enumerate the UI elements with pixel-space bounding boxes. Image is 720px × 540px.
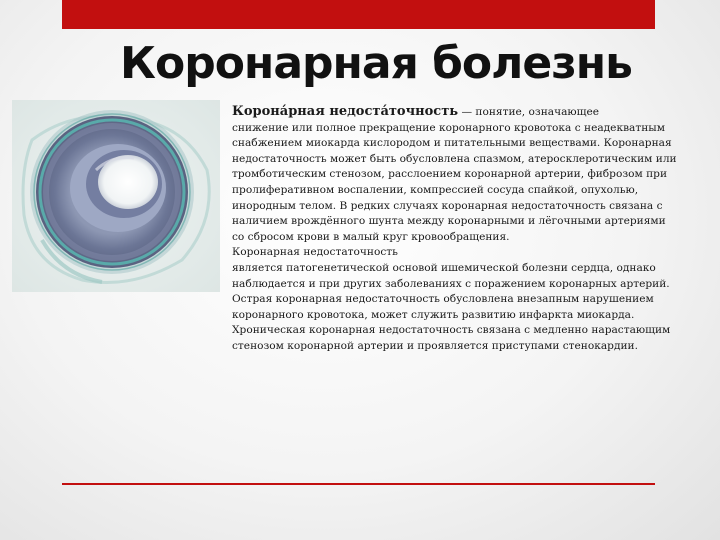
top-accent-bar (62, 0, 655, 29)
slide-title: Коронарная болезнь (120, 38, 632, 89)
section-heading-coronary-insufficiency: Коронарная недостаточность (232, 246, 398, 259)
coronary-artery-micrograph (12, 100, 220, 292)
micrograph-image (12, 100, 220, 292)
pathogenesis-paragraph: является патогенетической основой ишемической болезни сердца, однако наблюдается и при других заболеваниях с поражением коронарных артерий. (232, 261, 670, 290)
chronic-paragraph: Хроническая коронарная недостаточность связана с медленно нарастающим стенозом коронарной артерии и проявляется приступами стенокардии. (232, 324, 671, 352)
acute-paragraph: Острая коронарная недостаточность обусловлена внезапным нарушением коронарного кровотока, может служить развитию инфаркта миокарда. (232, 293, 654, 321)
lead-term: Корона́рная недоста́точность (232, 104, 459, 119)
lead-definition-start: — понятие, означающее (461, 106, 600, 118)
lead-paragraph (232, 104, 680, 121)
definition-paragraph: снижение или полное прекращение коронарного кровотока с неадекватным снабжением миокарда кислородом и питательными веществами. Коронарная недостаточность может быть обусловлена спазмом, атеросклеротическим или тромботическим стенозом, расслоением коронарной артерии, фиброзом при пролиферативном воспалении, компрессией сосуда спайкой, опухолью, инородным телом. В редких случаях коронарная недостаточность связана с наличием врождённого шунта между коронарными и лёгочными артериями со сбросом крови в малый круг кровообращения. (232, 121, 677, 243)
bottom-accent-line (62, 483, 655, 485)
body-text (232, 104, 680, 355)
